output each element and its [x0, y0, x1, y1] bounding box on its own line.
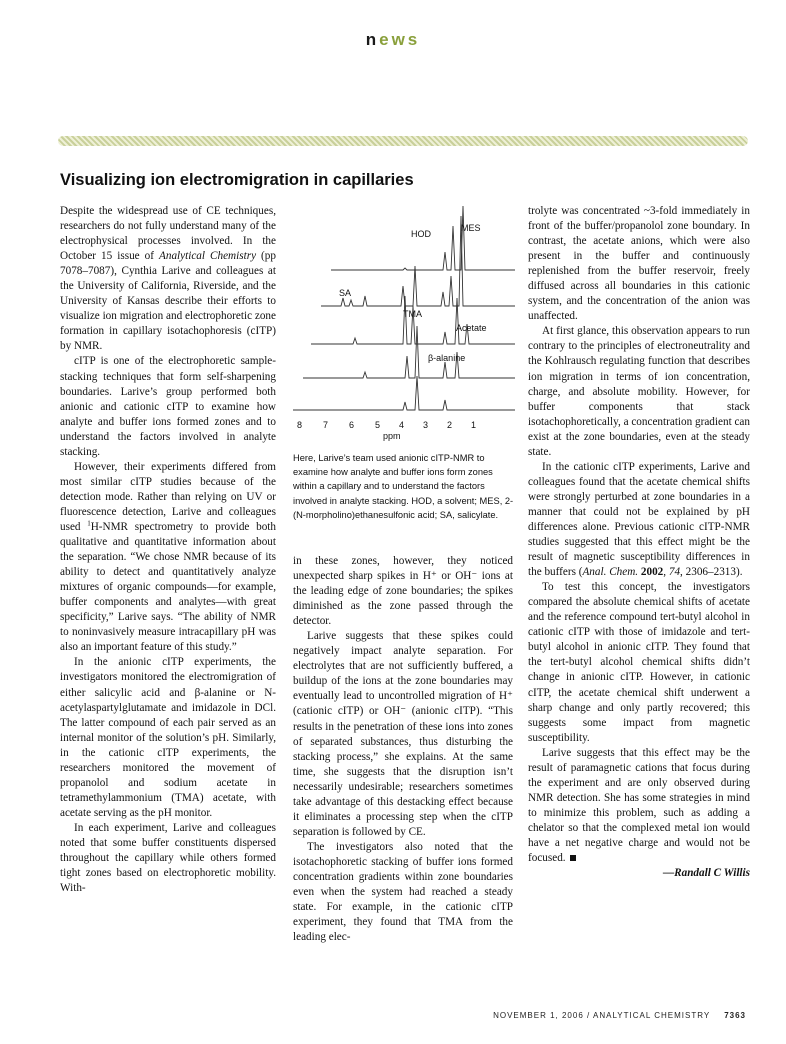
tick-label: 1	[471, 420, 477, 430]
author-signature: —Randall C Willis	[662, 867, 750, 880]
spectrum-trace-5	[293, 376, 515, 410]
column-2	[293, 554, 513, 945]
section-header-first: n	[365, 30, 380, 49]
peak-label-beta-alanine: β-alanine	[428, 353, 466, 363]
paragraph: In the anionic cITP experiments, the investigators monitored the electromigration of either salicylic acid and β-alanine or N-acetylaspartylglutamate and imidazole in DCl. The latter compound of each pair served as an internal monitor of the solution’s pH. Similarly, in the cationic cITP experiments, the researchers monitored the movement of propanolol and sodium acetate in tetramethylammonium (TMA) acetate, with acetate serving as the pH monitor.	[60, 656, 276, 819]
tick-label: 5	[375, 420, 381, 430]
peak-label-tma: TMA	[403, 309, 422, 319]
section-header-rest: ews	[379, 30, 421, 49]
spectrum-trace-4	[303, 326, 515, 378]
tick-label: 7	[323, 420, 329, 430]
footer-text: NOVEMBER 1, 2006 / ANALYTICAL CHEMISTRY	[493, 1011, 711, 1020]
decorative-band	[58, 136, 748, 146]
page-footer	[493, 1011, 746, 1020]
tick-label: 3	[423, 420, 429, 430]
peak-label-mes: MES	[461, 223, 481, 233]
nmr-spectra	[293, 206, 515, 446]
paragraph: To test this concept, the investigators compared the absolute chemical shifts of acetate and the reference compound tert-butyl alcohol in cationic cITP with those of imidazole and tert-butyl alcohol in anionic cITP. They found that the tert-butyl alcohol chemical shifts didn’t change in anionic cITP. However, in cationic cITP, the acetate chemical shift underwent a sharp change and only partly recovered; this suggests some impact from magnetic susceptibility.	[528, 581, 750, 744]
peak-label-hod: HOD	[411, 229, 431, 239]
tick-label: 6	[349, 420, 355, 430]
paragraph: trolyte was concentrated ~3-fold immediately in front of the buffer/propanolol zone boundary. In contrast, the acetate anions, which were also present in the buffer and continuously replenished from the buffer reservoir, freely diffused across all boundaries in this cationic system, and the concentration of the anion was unaffected.	[528, 205, 750, 323]
paragraph: cITP is one of the electrophoretic sample-stacking techniques that form self-sharpening boundaries. Larive’s group performed both anionic and cationic cITP to examine how analyte and buffer ions formed zones and to understand the factors involved in analyte stacking.	[60, 355, 276, 458]
axis-label: ppm	[383, 431, 401, 441]
peak-label-acetate: Acetate	[456, 323, 487, 333]
ref-year: 2002	[640, 566, 664, 579]
ref-journal: Anal. Chem.	[582, 566, 639, 579]
journal-name: Analytical Chemistry	[159, 250, 257, 263]
peak-label-sa: SA	[339, 288, 352, 298]
article-title: Visualizing ion electromigration in capillaries	[60, 171, 414, 189]
column-1	[60, 204, 276, 896]
paragraph: In each experiment, Larive and colleagues noted that some buffer constituents dispersed throughout the capillary while others formed tight zones based on electrophoretic mobility. With-	[60, 821, 276, 895]
tick-label: 8	[297, 420, 303, 430]
paragraph: In the cationic cITP experiments, Larive and colleagues found that the acetate chemical shifts were strongly perturbed at zone boundaries in a manner that could not be explained by pH differences alone. Previous cationic cITP-NMR studies suggested that this effect might be the result of magnetic susceptibility differences in the buffers (Anal. Chem. 2002, 74, 2306–2313).	[528, 460, 750, 579]
column-3	[528, 204, 750, 881]
figure-caption: Here, Larive’s team used anionic cITP-NMR to examine how analyte and buffer ions form zones within a capillary and to understand the factors involved in analyte stacking. HOD, a solvent; MES, 2-(N-morpholino)ethanesulfonic acid; SA, salicylate.	[293, 453, 514, 520]
end-mark-icon	[570, 855, 576, 861]
paragraph: in these zones, however, they noticed unexpected sharp spikes in H⁺ or OH⁻ ions at the leading edge of zone boundaries; the spikes diminished as the zone passed through the detector.	[293, 555, 513, 628]
tick-label: 4	[399, 420, 405, 430]
nmr-spectrum-figure	[293, 206, 515, 446]
paragraph: The investigators also noted that the isotachophoretic stacking of buffer ions formed concentration gradients within zone boundaries even when the system had reached a steady state. For example, in the cationic cITP experiment, they found that TMA from the leading elec-	[293, 840, 513, 944]
section-header	[0, 30, 786, 50]
paragraph: Larive suggests that these spikes could negatively impact analyte separation. For electrolytes that are not sufficiently buffered, a buildup of the ions at the zone boundaries may eventually lead to uncontrolled migration of H⁺ (cationic cITP) or OH⁻ (anionic cITP). “This results in the penetration of these ions into zones of separated substances, thus disturbing the stacking process,” she explains. At the same time, she suggests that the disruption isn’t necessarily undesirable; researchers sometimes take advantage of this destacking effect because it eliminates a processing step when the cITP separation is followed by CE.	[293, 630, 513, 838]
page-number: 7363	[724, 1011, 746, 1020]
paragraph: Larive suggests that this effect may be the result of paramagnetic cations that focus during the experiment and are only observed during NMR detection. She has some strategies in mind to minimize this problem, such as adding a chelator so that the complexed metal ion would have a net negative charge and would not be focused.	[528, 746, 750, 865]
paragraph: However, their experiments differed from most similar cITP studies because of the detection mode. Rather than relying on UV or fluorescence detection, Larive and colleagues used $^1$H-NMR spectrometry to provide both qualitative and quantitative information about the separation. “We chose NMR because of its ability to detect and quantitatively analyze mixtures of organic compounds—for example, buffer components and analytes—with great specificity,” Larive says. “The ability of NMR to noninvasively measure intracapillary pH was also an important feature of this study.”	[60, 460, 276, 654]
paragraph: At first glance, this observation appears to run contrary to the principles of electroneutrality and the Kohlrausch regulating function that describes ion migration in terms of ion concentration, charge, and absolute mobility. However, for buffer components that stack isotachophoretically, a concentration gradient can exist at the zone boundaries, even at the steady state.	[528, 325, 750, 458]
tick-label: 2	[447, 420, 453, 430]
paragraph: Despite the widespread use of CE techniques, researchers do not fully understand many of the electrophysical processes involved. In the October 15 issue of Analytical Chemistry (pp 7078–7087), Cynthia Larive and colleagues at the University of California, Riverside, and the University of Kansas describe their efforts to visualize ion migration and electrophoretic zone formation in capillary isotachophoresis (cITP) by NMR.	[60, 205, 276, 353]
ref-volume: 74	[668, 566, 681, 579]
